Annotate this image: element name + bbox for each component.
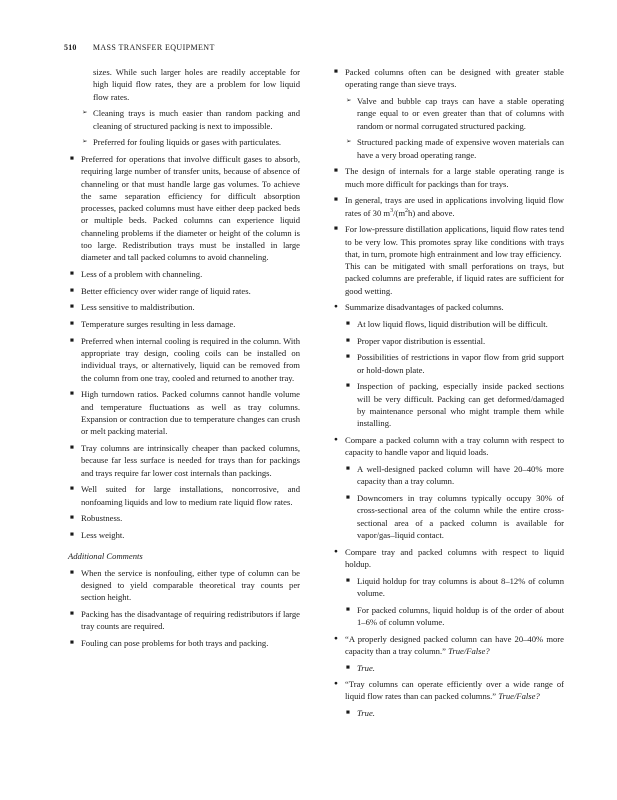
question-item: ● Summarize disadvantages of packed columns. [334,302,504,313]
list-item: ➢ Cleaning trays is much easier than random packing and cleaning of structured packing is next to impossible. [82,108,300,131]
bullet-icon: ■ [70,390,74,398]
list-item: ■ Well suited for large installations, noncorrosive, and nonfoaming liquids and low to medium rate liquid flow rates. [70,484,300,507]
list-item: ■ Less of a problem with channeling. [70,269,203,280]
list-item: ■ For low-pressure distillation applications, liquid flow rates tend to be very low. This promotes spray like conditions with trays that, in turn, promote high entrainment and low tray efficiency. [334,224,564,259]
bullet-icon: ■ [334,196,338,204]
bullet-icon: ■ [346,382,350,390]
list-item: ■ Temperature surges resulting in less damage. [70,319,236,330]
list-item: ■ Robustness. [70,513,123,524]
bullet-icon: ■ [70,568,74,576]
bullet-icon: ■ [70,286,74,294]
page-number: 510 [64,43,77,52]
right-column [332,66,564,724]
list-item: ■ Packing has the disadvantage of requiring redistributors if large tray counts are required. [70,609,300,632]
dot-icon: ● [334,436,338,444]
bullet-icon: ■ [346,663,350,671]
list-item: ■ At low liquid flows, liquid distribution will be difficult. [346,319,548,330]
dot-icon: ● [334,547,338,555]
arrow-icon: ➢ [346,96,352,104]
arrow-icon: ➢ [346,138,352,146]
bullet-icon: ■ [70,610,74,618]
list-item: ■ For packed columns, liquid holdup is of the order of about 1–6% of column volume. [346,604,564,627]
bullet-icon: ■ [70,443,74,451]
list-item: ■ Downcomers in tray columns typically occupy 30% of cross-sectional area of the column while the entire cross-sectional area of a packed column is available for vapor/gas–liquid contact. [346,492,564,540]
dot-icon: ● [334,680,338,688]
question-item: ● Compare tray and packed columns with respect to liquid holdup. [334,546,564,569]
list-item: ■ When the service is nonfouling, either type of column can be designed to yield comparable theoretical tray counts per section height. [70,567,300,603]
bullet-icon: ■ [70,320,74,328]
bullet-icon: ■ [346,336,350,344]
list-item: ■ A well-designed packed column will have 20–40% more capacity than a tray column. [346,464,564,487]
bullet-icon: ■ [334,225,338,233]
list-item: ■ True. [346,662,375,673]
list-item: ■ Packed columns often can be designed with greater stable operating range than sieve trays. [334,67,564,90]
bullet-icon: ■ [70,530,74,538]
list-item: ➢ Structured packing made of expensive woven materials can have a very broad operating range. [346,137,564,160]
list-item: ➢ Valve and bubble cap trays can have a stable operating range equal to or even greater than that of columns with random or normal corrugated structured packing. [346,95,564,131]
dot-icon: ● [334,634,338,642]
question-item: ● “A properly designed packed column can have 20–40% more capacity than a tray column.” True/False? [334,633,564,656]
paragraph: This can be mitigated with small perforations on trays, but packed columns are preferable, if liquid rates are sufficient for good wetting. [345,261,564,296]
bullet-icon: ■ [346,605,350,613]
bullet-icon: ■ [70,270,74,278]
question-item: ● Compare a packed column with a tray column with respect to capacity to handle vapor and liquid loads. [334,435,564,458]
bullet-icon: ■ [346,353,350,361]
dot-icon: ● [334,303,338,311]
list-item: ■ Liquid holdup for tray columns is about 8–12% of column volume. [346,575,564,598]
section-heading: Additional Comments [68,551,143,562]
bullet-icon: ■ [346,576,350,584]
bullet-icon: ■ [346,493,350,501]
bullet-icon: ■ [346,320,350,328]
bullet-icon: ■ [334,167,338,175]
list-item: ■ Tray columns are intrinsically cheaper than packed columns, because far less surface is needed for trays than for packings and trays require far lower cost internals than packings. [70,442,300,478]
running-title: MASS TRANSFER EQUIPMENT [92,43,215,52]
list-item: ■ Inspection of packing, especially inside packed sections will be very difficult. Packing can get deformed/damaged by maintenance personal who might trample them while installing. [346,381,564,429]
list-item: ■ Possibilities of restrictions in vapor flow from grid support or hold-down plate. [346,352,564,375]
bullet-icon: ■ [70,514,74,522]
left-column [68,66,300,654]
list-item: ■ Proper vapor distribution is essential. [346,335,486,346]
list-item: ■ High turndown ratios. Packed columns cannot handle volume and temperature fluctuations as well as tray columns. Expansion or contraction due to temperature changes can crush or melt packing material. [70,389,300,437]
list-item: ■ Preferred for operations that involve difficult gases to absorb, requiring large number of transfer units, because of absence of channeling or that must handle large gas volumes. To achieve the same separation efficiency for difficult absorption processes, packed columns must have either deep packed beds or multiple beds. Packed columns can experience liquid channeling problems if the diameter or height of the column is too large. Redistribution trays must be installed in large diameter and tall packed columns to avoid channeling. [70,153,300,263]
bullet-icon: ■ [70,639,74,647]
list-item: ➢ Preferred for fouling liquids or gases with particulates. [82,137,282,148]
bullet-icon: ■ [70,154,74,162]
arrow-icon: ➢ [82,138,88,146]
list-item: ■ Fouling can pose problems for both trays and packing. [70,638,269,649]
list-item: ■ Preferred when internal cooling is required in the column. With appropriate tray design, cooling coils can be installed on individual trays, or alternatively, liquid can be removed from the column from one tray, cooled and returned to another tray. [70,335,300,383]
list-item: ■ The design of internals for a large stable operating range is much more difficult for packings than for trays. [334,166,564,189]
arrow-icon: ➢ [82,109,88,117]
list-item: ■ Less weight. [70,529,125,540]
list-item: ■ In general, trays are used in applications involving liquid flow rates of 30 $m^3/(m^2h)$ and above. [334,195,564,218]
question-item: ● “Tray columns can operate efficiently over a wide range of liquid flow rates than can packed columns.” True/False? [334,679,564,702]
running-header [64,43,215,52]
list-item: ■ Better efficiency over wider range of liquid rates. [70,285,251,296]
bullet-icon: ■ [346,465,350,472]
list-item: ■ Less sensitive to maldistribution. [70,302,195,313]
bullet-icon: ■ [346,709,350,717]
bullet-icon: ■ [334,68,338,75]
bullet-icon: ■ [70,336,74,344]
paragraph: sizes. While such larger holes are readily acceptable for high liquid flow rates, they are a problem for low liquid flow rates. [93,67,300,102]
list-item: ■ True. [346,708,375,719]
bullet-icon: ■ [70,303,74,311]
bullet-icon: ■ [70,485,74,493]
